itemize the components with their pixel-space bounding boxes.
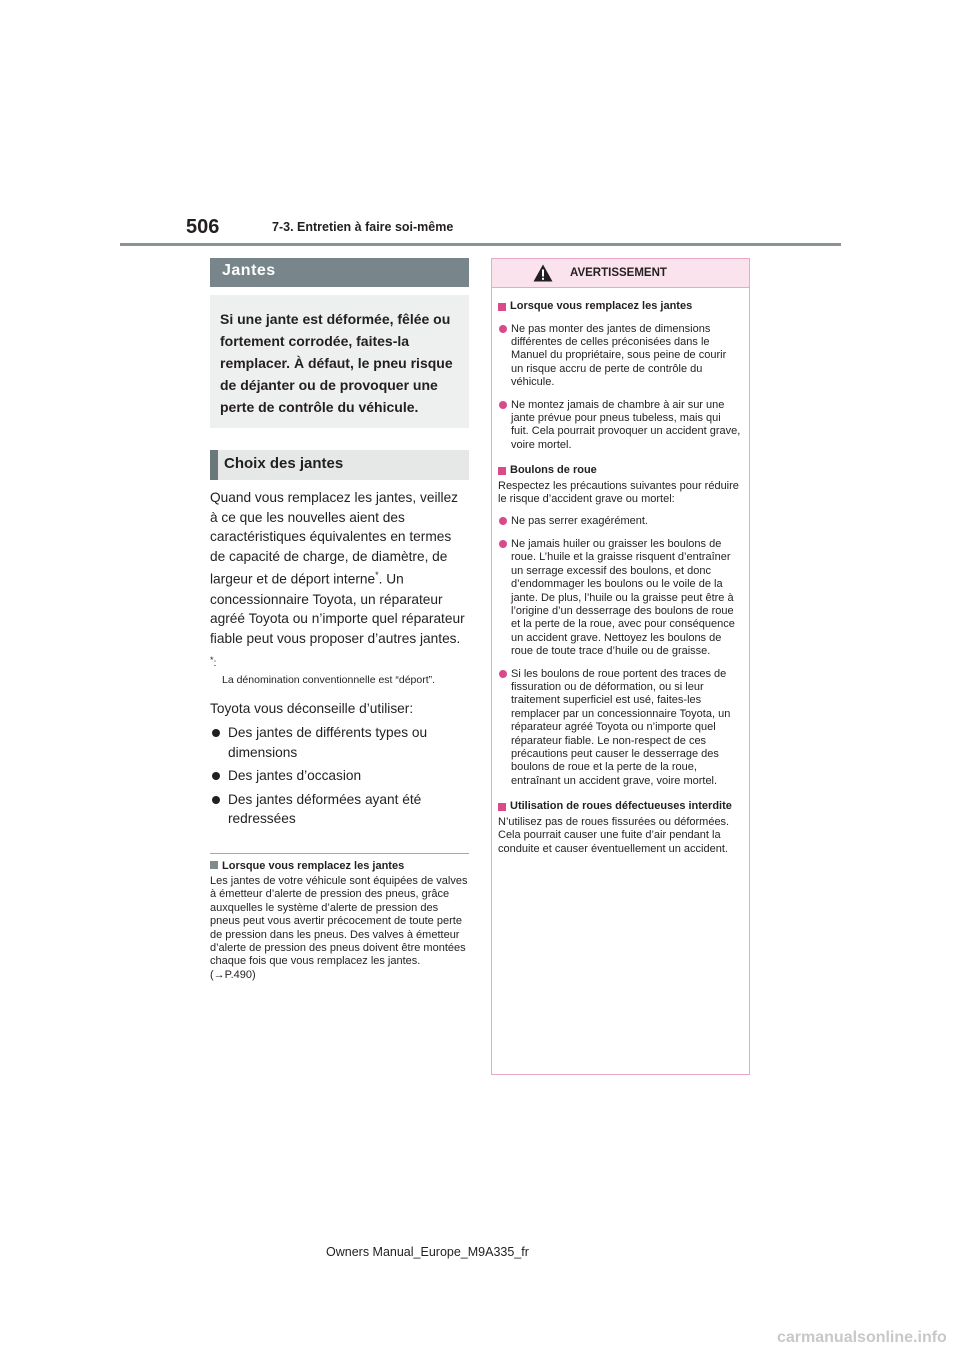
- list-item: Des jantes de différents types ou dimensions: [210, 723, 469, 762]
- warning-text: Respectez les précautions suivantes pour réduire le risque d’accident grave ou mortel:: [498, 479, 739, 506]
- warning-bullet: Ne pas monter des jantes de dimensions différentes de celles préconisées dans le Manuel du propriétaire, sous peine de courir un risque accru de perte de contrôle du véhicule.: [498, 323, 741, 390]
- bullet-icon: [212, 729, 220, 737]
- warning-text: N’utilisez pas de roues fissurées ou déformées.: [498, 815, 730, 828]
- square-bullet-icon: [210, 861, 218, 869]
- warning-body: [492, 288, 749, 856]
- header-rule: [120, 243, 841, 246]
- warning-bullet: Ne jamais huiler ou graisser les boulons de roue. L’huile et la graisse risquent d’entraîner un serrage excessif des boulons, et donc d’endommager les boulons ou le voile de la jante. De plus, l’huile ou la graisse peut être à l’origine d’un desserrage des boulons de roue et la perte de la roue, avec pour conséquence un accident grave. Nettoyez les boulons de roue de toute trace d’huile ou de graisse.: [498, 538, 741, 659]
- warning-subheading: Lorsque vous remplacez les jantes: [498, 300, 741, 314]
- warning-subheading: Utilisation de roues défectueuses interdite: [498, 800, 741, 814]
- bullet-icon: [499, 670, 507, 678]
- square-bullet-icon: [498, 303, 506, 311]
- warning-triangle-icon: [533, 264, 553, 282]
- footnote-text: La dénomination conventionnelle est “déport”.: [222, 674, 436, 687]
- body-paragraph: Toyota vous déconseille d’utiliser:: [210, 701, 414, 717]
- bullet-icon: [499, 540, 507, 548]
- list-item: Des jantes d’occasion: [210, 766, 469, 786]
- bullet-icon: [212, 772, 220, 780]
- warning-header: [492, 259, 749, 288]
- bullet-icon: [499, 401, 507, 409]
- warning-bullet: Ne montez jamais de chambre à air sur une jante prévue pour pneus tubeless, mais qui fuit. Cela pourrait provoquer un accident grave, voire mortel.: [498, 399, 741, 453]
- watermark: carmanualsonline.info: [777, 1329, 947, 1346]
- list-item: Des jantes déformées ayant été redressées: [210, 790, 469, 829]
- bullet-icon: [499, 517, 507, 525]
- section-title: 7-3. Entretien à faire soi-même: [272, 220, 454, 234]
- footnote: *: La dénomination conventionnelle est “déport”.: [210, 652, 469, 689]
- warning-subheading: Boulons de roue: [498, 464, 741, 478]
- divider: [210, 853, 469, 854]
- note-heading: Lorsque vous remplacez les jantes: [210, 860, 469, 872]
- warning-bullet: Si les boulons de roue portent des traces de fissuration ou de déformation, ou si leur traitement superficiel est usé, faites-les remplacer par un concessionnaire Toyota, un réparateur agréé Toyota ou n’importe quel réparateur fiable. Le non-respect de ces précautions peut causer le desserrage des boulons de roue et la perte de la roue, entraînant un accident grave, voire mortel.: [498, 668, 741, 789]
- left-column: [210, 258, 469, 982]
- footnote-marker: *: [210, 655, 214, 666]
- warning-box: [491, 258, 750, 1075]
- bullet-icon: [499, 325, 507, 333]
- square-bullet-icon: [498, 803, 506, 811]
- page-number: 506: [186, 216, 220, 238]
- subheading: Choix des jantes: [210, 450, 469, 480]
- warning-text: Cela pourrait causer une fuite d’air pendant la conduite et causer éventuellement un accident.: [498, 829, 728, 855]
- bullet-icon: [212, 796, 220, 804]
- intro-box: Si une jante est déformée, fêlée ou fortement corrodée, faites-la remplacer. À défaut, le pneu risque de déjanter ou de provoquer une perte de contrôle du véhicule.: [210, 295, 469, 428]
- bullet-list: [210, 723, 469, 829]
- note-text: Les jantes de votre véhicule sont équipées de valves à émetteur d’alerte de pression des pneus, grâce auxquelles le système d’alerte de pression des pneus peut vous avertir précocement de toute perte de pression dans les pneus. Des valves à émetteur d’alerte de pression des pneus doivent être montées chaque fois que vous remplacez les jantes. (→P.490): [210, 874, 468, 981]
- warning-bullet: Ne pas serrer exagérément.: [498, 515, 741, 528]
- page-title: Jantes: [210, 258, 469, 287]
- body-paragraph: Quand vous remplacez les jantes, veillez à ce que les nouvelles aient des caractéristiques équivalentes en termes de capacité de charge, de diamètre, de largeur et de déport interne*. Un concessionnaire Toyota, un réparateur agréé Toyota ou n’importe quel réparateur fiable peut vous proposer d’autres jantes.: [210, 490, 465, 646]
- square-bullet-icon: [498, 467, 506, 475]
- footnote-marker: *: [375, 570, 379, 581]
- footer-label: Owners Manual_Europe_M9A335_fr: [326, 1245, 529, 1259]
- warning-title: AVERTISSEMENT: [570, 267, 667, 279]
